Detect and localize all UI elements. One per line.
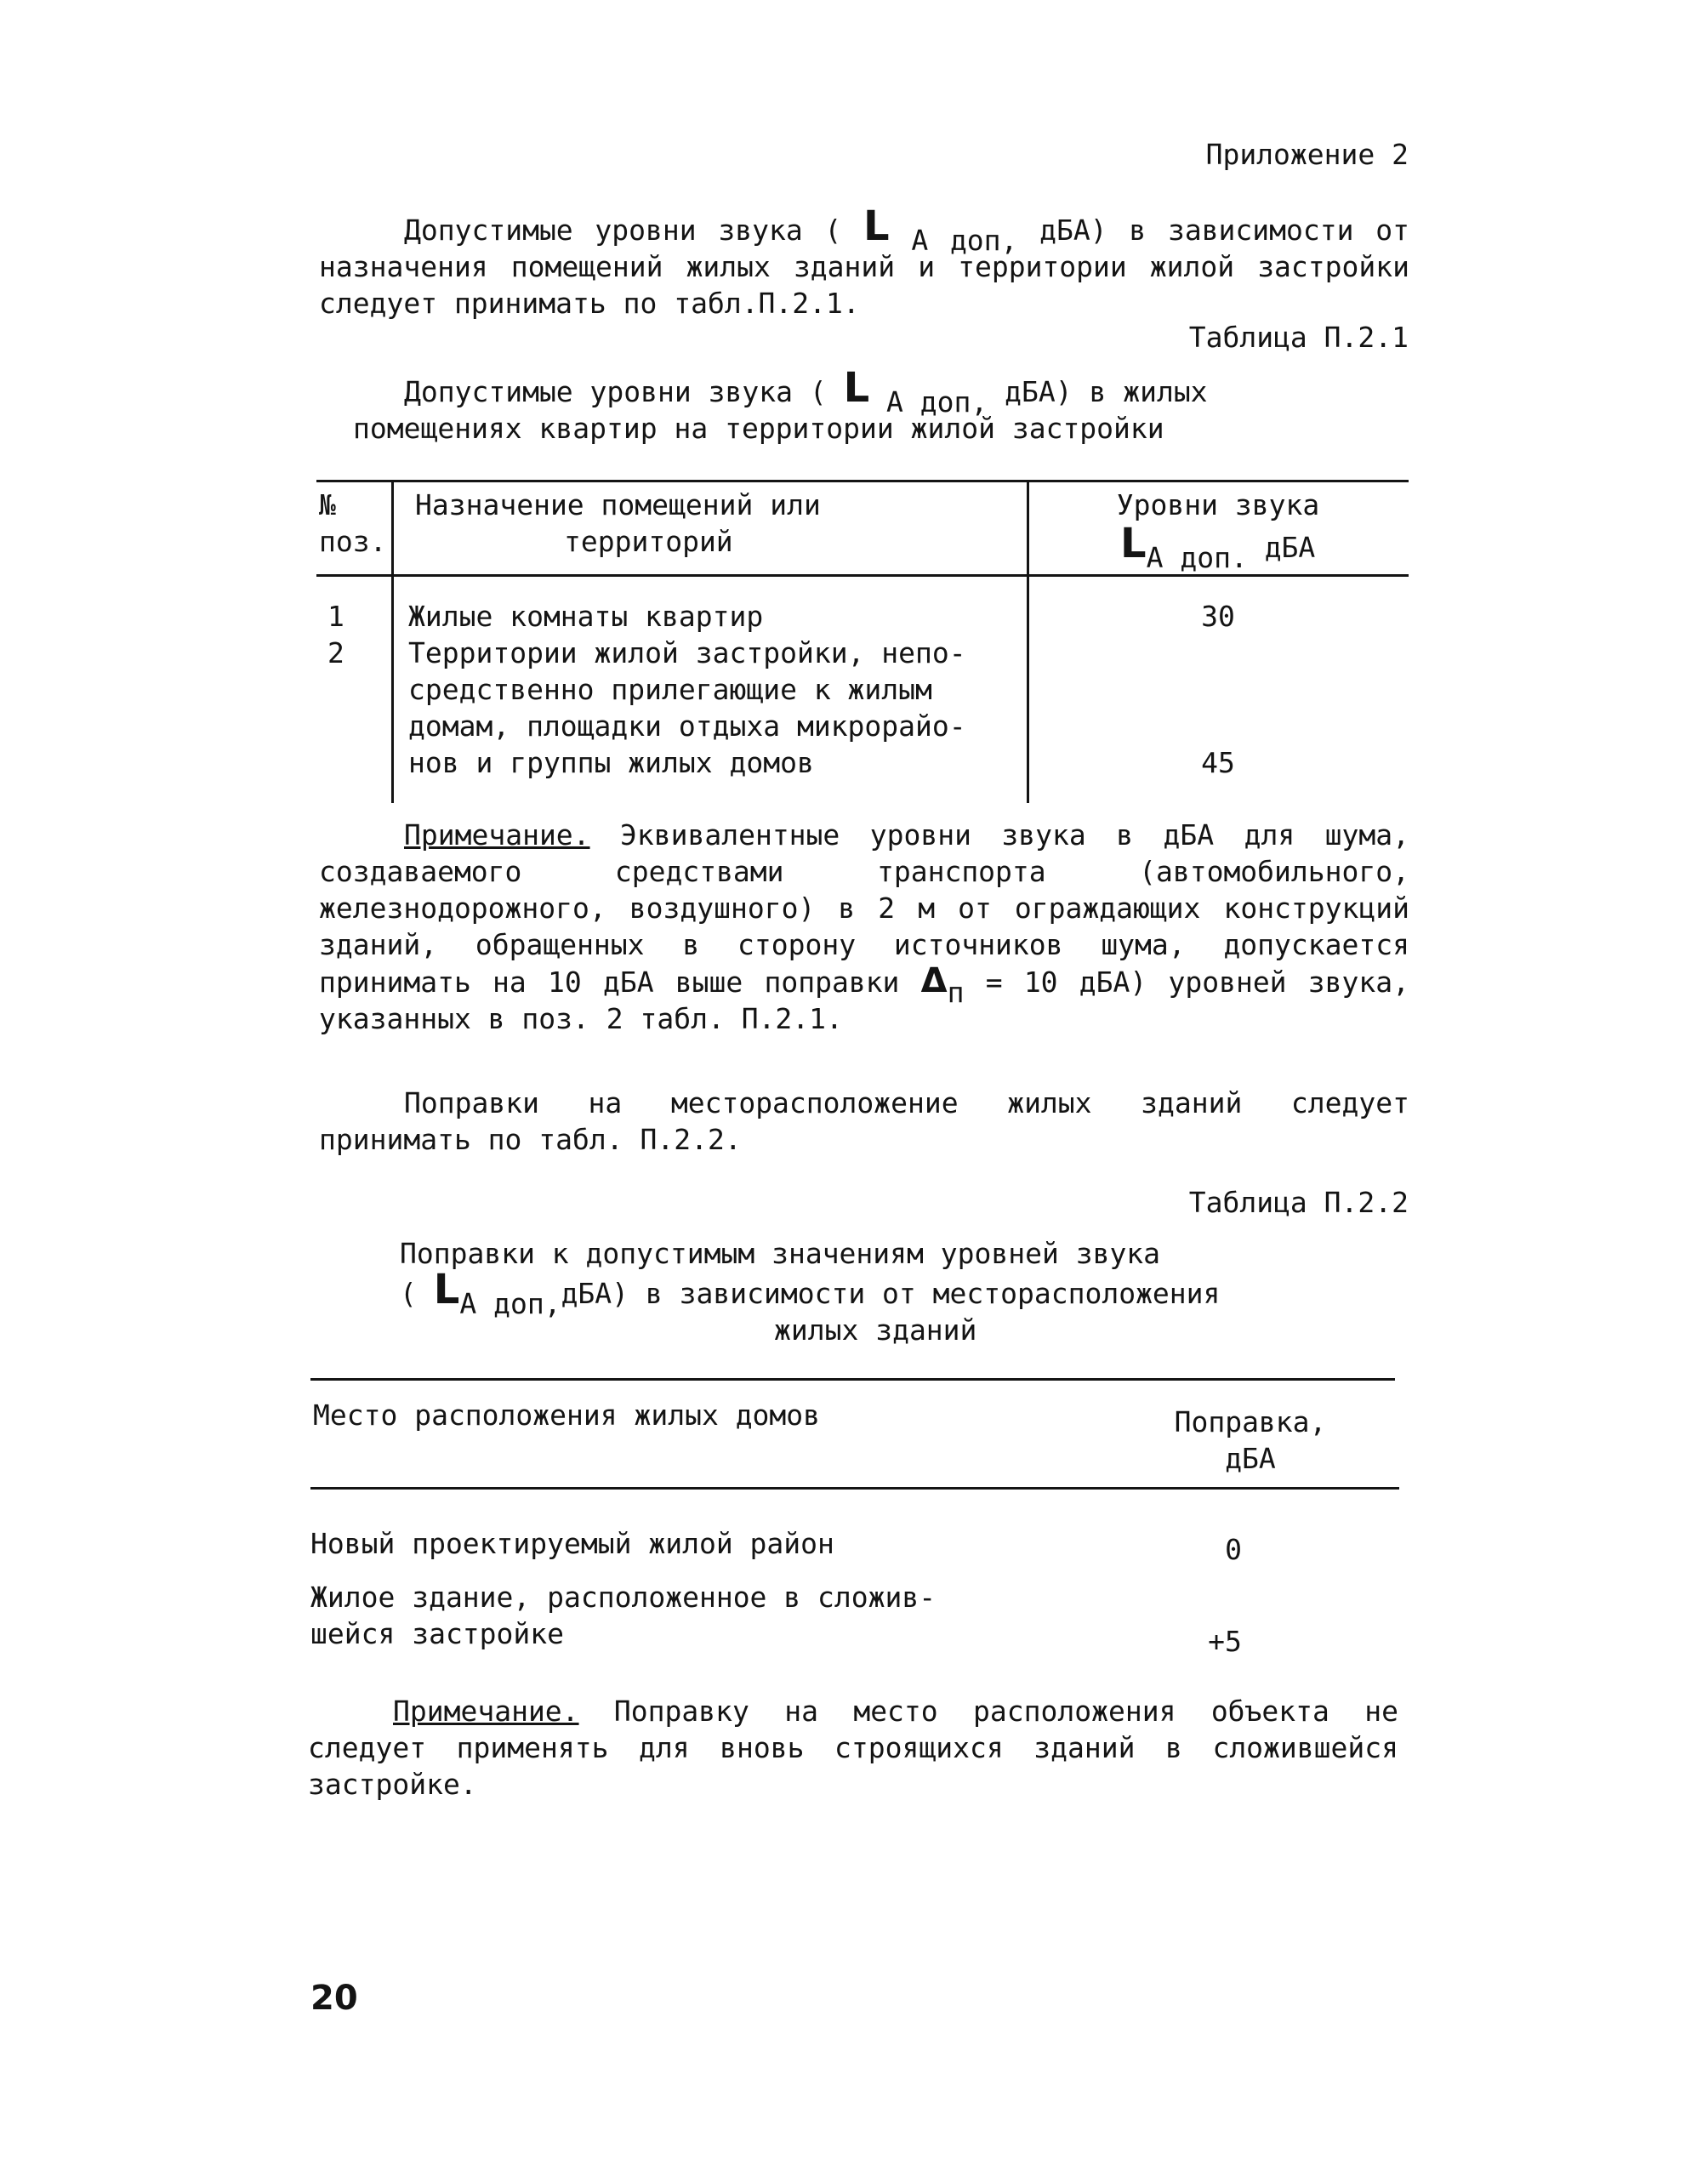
table2-row2-place-line2: шейся застройке — [310, 1617, 565, 1650]
note2-paragraph — [308, 1693, 1398, 1803]
note2-text: Поправку на место расположения объекта не следует применять для вновь строящихся зданий в сложившейся застройке. — [308, 1695, 1398, 1801]
table1-caption-subscript: А доп, — [886, 385, 988, 419]
delta-subscript: п — [947, 976, 965, 1009]
table1-header-level-subscript: А доп. — [1146, 541, 1248, 574]
table1-header-num-line2: поз. — [319, 525, 387, 558]
table2-caption — [400, 1235, 1293, 1348]
table1-header-rule — [316, 574, 1409, 577]
table2-caption-symbol: L — [433, 1266, 460, 1313]
table1-header-purpose-line2: территорий — [564, 525, 733, 558]
table2-caption-text-b: дБА) в зависимости от месторасположения — [561, 1277, 1221, 1310]
table2-row2-place — [310, 1579, 936, 1652]
table1-row2-purpose — [408, 635, 966, 781]
table2-header-correction — [1131, 1404, 1369, 1477]
table1-row2-purpose-line1: Территории жилой застройки, непо- — [408, 636, 966, 669]
table2-header-rule — [310, 1487, 1399, 1490]
table2-caption-line3: жилых зданий — [774, 1313, 977, 1347]
table1-caption-symbol: L — [843, 364, 870, 412]
delta-symbol: Δ — [920, 961, 948, 1000]
table2-row2-place-line1: Жилое здание, расположенное в сложив- — [310, 1581, 937, 1614]
table1-row2-purpose-line4: нов и группы жилых домов — [408, 746, 814, 779]
table1-header-purpose — [415, 487, 1011, 560]
table1-header-num — [319, 487, 391, 560]
table1-header-level-unit: дБА — [1264, 531, 1316, 564]
table1-row1-level: 30 — [1201, 600, 1235, 633]
table1-row2-purpose-line3: домам, площадки отдыха микрорайо- — [408, 709, 966, 743]
table1-col-divider-2 — [1027, 480, 1029, 803]
table2-row2-value: +5 — [1208, 1625, 1242, 1658]
table2-caption-subscript: А доп, — [459, 1287, 561, 1320]
table2-caption-line1: Поправки к допустимым значениям уровней звука — [400, 1237, 1161, 1270]
table2-header-place: Место расположения жилых домов — [313, 1399, 821, 1432]
table2-top-rule — [310, 1378, 1395, 1381]
note1-paragraph — [319, 817, 1409, 1037]
locations-paragraph — [319, 1085, 1409, 1158]
table1-label: Таблица П.2.1 — [1188, 321, 1409, 354]
table2-header-correction-line2: дБА — [1225, 1442, 1276, 1475]
table1-row2-level: 45 — [1201, 746, 1235, 779]
table1-header-purpose-line1: Назначение помещений или — [415, 488, 821, 521]
sound-level-symbol: L — [863, 202, 890, 250]
note1-label: Примечание. — [404, 818, 590, 852]
intro-text-b: дБА) в зависимости от назначения помещений жилых зданий и территории жилой застройки следует принимать по табл.П.2.1. — [319, 214, 1409, 320]
page-number: 20 — [310, 1979, 358, 2018]
table1-header-level-symbol: L — [1120, 520, 1147, 567]
appendix-label: Приложение 2 — [1205, 138, 1409, 171]
table1-row2-num: 2 — [327, 636, 344, 669]
table1-header-num-line1: № — [319, 488, 336, 521]
intro-text-a: Допустимые уровни звука ( — [404, 214, 842, 247]
table1-header-level-line1: Уровни звука — [1116, 488, 1320, 521]
table1-row1-purpose: Жилые комнаты квартир — [408, 600, 764, 633]
table1-row1-num: 1 — [327, 600, 344, 633]
table2-row1-value: 0 — [1225, 1533, 1242, 1566]
note1-text-b: = 10 дБА) уровней звука, указанных в поз. 2 табл. П.2.1. — [319, 966, 1409, 1035]
table1-row2-purpose-line2: средственно прилегающие к жилым — [408, 673, 932, 706]
table2-row1-place: Новый проектируемый жилой район — [310, 1527, 834, 1560]
table2-caption-paren: ( — [400, 1277, 417, 1310]
table1-col-divider-1 — [391, 480, 394, 803]
table1-caption-line2: помещениях квартир на территории жилой застройки — [353, 412, 1164, 445]
note1-text-a: Эквивалентные уровни звука в дБА для шума, создаваемого средствами транспорта (автомобильного, железнодорожного, воздушного) в 2 м от ограждающих конструкций зданий, обращенных в сторону источников шума, допускается принимать на 10 дБА выше поправки — [319, 818, 1409, 999]
locations-paragraph-text: Поправки на месторасположение жилых зданий следует принимать по табл. П.2.2. — [319, 1086, 1409, 1156]
table1-caption-text-a: Допустимые уровни звука ( — [404, 375, 827, 408]
table2-label: Таблица П.2.2 — [1188, 1186, 1409, 1219]
table1-caption-text-b: дБА) в жилых — [1005, 375, 1208, 408]
intro-paragraph — [319, 202, 1409, 322]
table1-top-rule — [316, 480, 1409, 482]
note2-label: Примечание. — [393, 1695, 579, 1728]
sound-level-subscript: А доп, — [911, 224, 1018, 257]
table1-caption — [353, 364, 1306, 447]
table2-header-correction-line1: Поправка, — [1174, 1405, 1327, 1438]
table1-header-level — [1031, 487, 1405, 574]
